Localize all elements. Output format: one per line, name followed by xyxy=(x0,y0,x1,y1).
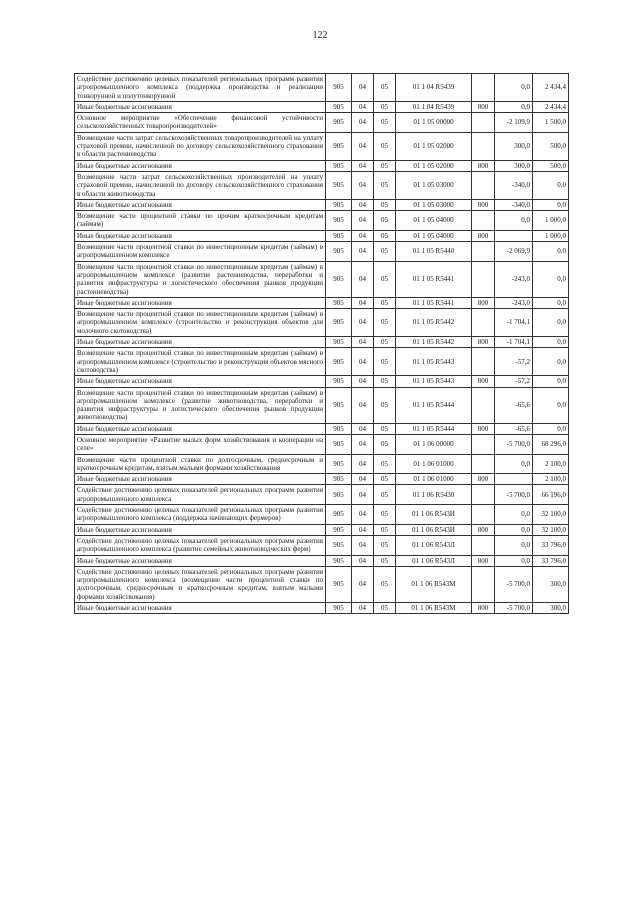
cell-amount-total: 500,0 xyxy=(533,160,569,171)
cell-section: 04 xyxy=(352,387,374,423)
cell-grbs: 905 xyxy=(326,387,352,423)
cell-section: 04 xyxy=(352,199,374,210)
cell-grbs: 905 xyxy=(326,566,352,602)
cell-section: 04 xyxy=(352,242,374,262)
cell-amount-change: -2 069,9 xyxy=(495,242,533,262)
cell-amount-change: -65,6 xyxy=(495,423,533,434)
cell-expense-type: 800 xyxy=(472,337,495,348)
cell-amount-change: -243,0 xyxy=(495,261,533,297)
cell-section: 04 xyxy=(352,171,374,199)
cell-subsection: 05 xyxy=(374,423,396,434)
cell-amount-change: -340,0 xyxy=(495,171,533,199)
cell-name: Иные бюджетные ассигнования xyxy=(75,524,326,535)
cell-target-article: 01 1 05 02000 xyxy=(396,132,472,160)
cell-expense-type xyxy=(472,74,495,102)
cell-amount-total: 1 500,0 xyxy=(533,113,569,133)
cell-section: 04 xyxy=(352,434,374,454)
table-row xyxy=(75,505,569,525)
cell-amount-change: 0,0 xyxy=(495,505,533,525)
cell-target-article: 01 1 06 R543И xyxy=(396,505,472,525)
cell-subsection: 05 xyxy=(374,454,396,474)
cell-name: Возмещение части процентной ставки по инвестиционным кредитам (займам) в агропромышленном комплексе (развитие животноводства, переработки и развития инфраструктуры и логистического обеспечения рынков продукции животноводства) xyxy=(75,387,326,423)
cell-target-article: 01 1 06 R543Л xyxy=(396,535,472,555)
cell-target-article: 01 1 06 00000 xyxy=(396,434,472,454)
cell-grbs: 905 xyxy=(326,309,352,337)
cell-name: Иные бюджетные ассигнования xyxy=(75,337,326,348)
table-row xyxy=(75,555,569,566)
cell-grbs: 905 xyxy=(326,160,352,171)
cell-target-article: 01 1 05 03000 xyxy=(396,171,472,199)
table-row xyxy=(75,524,569,535)
cell-name: Основное мероприятие «Обеспечение финансовой устойчивости сельскохозяйственных товаропроизводителей» xyxy=(75,113,326,133)
cell-target-article: 01 1 06 01000 xyxy=(396,474,472,485)
cell-grbs: 905 xyxy=(326,474,352,485)
cell-expense-type: 800 xyxy=(472,297,495,308)
cell-name: Содействие достижению целевых показателей региональных программ развития агропромышленного комплекса (развитие семейных животноводческих ферм) xyxy=(75,535,326,555)
cell-amount-change: 300,0 xyxy=(495,160,533,171)
cell-section: 04 xyxy=(352,566,374,602)
cell-name: Иные бюджетные ассигнования xyxy=(75,297,326,308)
cell-grbs: 905 xyxy=(326,555,352,566)
cell-subsection: 05 xyxy=(374,74,396,102)
table-body xyxy=(75,74,569,614)
cell-section: 04 xyxy=(352,230,374,241)
cell-amount-total: 33 796,0 xyxy=(533,555,569,566)
table-row xyxy=(75,535,569,555)
table-row xyxy=(75,423,569,434)
table-row xyxy=(75,171,569,199)
cell-amount-change: -5 700,0 xyxy=(495,485,533,505)
cell-amount-change: -340,0 xyxy=(495,199,533,210)
cell-target-article: 01 1 05 R5442 xyxy=(396,309,472,337)
cell-section: 04 xyxy=(352,348,374,376)
cell-amount-total: 1 000,0 xyxy=(533,230,569,241)
table-row xyxy=(75,309,569,337)
cell-expense-type xyxy=(472,485,495,505)
cell-subsection: 05 xyxy=(374,474,396,485)
cell-amount-total: 0,0 xyxy=(533,387,569,423)
cell-target-article: 01 1 05 R5441 xyxy=(396,297,472,308)
cell-section: 04 xyxy=(352,535,374,555)
cell-amount-change: 0,0 xyxy=(495,524,533,535)
cell-amount-change: 0,0 xyxy=(495,535,533,555)
cell-section: 04 xyxy=(352,113,374,133)
cell-section: 04 xyxy=(352,423,374,434)
cell-grbs: 905 xyxy=(326,376,352,387)
cell-section: 04 xyxy=(352,261,374,297)
cell-target-article: 01 1 05 R5443 xyxy=(396,348,472,376)
cell-amount-change: -57,2 xyxy=(495,348,533,376)
cell-section: 04 xyxy=(352,474,374,485)
cell-section: 04 xyxy=(352,297,374,308)
cell-grbs: 905 xyxy=(326,337,352,348)
cell-expense-type xyxy=(472,211,495,231)
cell-name: Возмещение части процентной ставки по инвестиционным кредитам (займам) в агропромышленном комплексе (строительство и реконструкция объектов для молочного скотоводства) xyxy=(75,309,326,337)
page-number: 122 xyxy=(312,30,328,41)
cell-grbs: 905 xyxy=(326,74,352,102)
cell-subsection: 05 xyxy=(374,101,396,112)
cell-name: Иные бюджетные ассигнования xyxy=(75,555,326,566)
cell-subsection: 05 xyxy=(374,230,396,241)
cell-section: 04 xyxy=(352,555,374,566)
table-row xyxy=(75,211,569,231)
table-row xyxy=(75,261,569,297)
cell-subsection: 05 xyxy=(374,603,396,614)
cell-amount-total: 68 296,0 xyxy=(533,434,569,454)
table-row xyxy=(75,454,569,474)
cell-grbs: 905 xyxy=(326,535,352,555)
cell-expense-type xyxy=(472,242,495,262)
cell-name: Основное мероприятие «Развитие малых форм хозяйствования и кооперации на селе» xyxy=(75,434,326,454)
cell-subsection: 05 xyxy=(374,485,396,505)
cell-amount-change: -1 704,1 xyxy=(495,309,533,337)
cell-amount-total: 0,0 xyxy=(533,423,569,434)
cell-subsection: 05 xyxy=(374,387,396,423)
cell-name: Иные бюджетные ассигнования xyxy=(75,423,326,434)
cell-name: Иные бюджетные ассигнования xyxy=(75,474,326,485)
cell-name: Иные бюджетные ассигнования xyxy=(75,199,326,210)
cell-amount-total: 0,0 xyxy=(533,309,569,337)
table-row xyxy=(75,113,569,133)
cell-section: 04 xyxy=(352,505,374,525)
cell-target-article: 01 1 05 R5443 xyxy=(396,376,472,387)
cell-grbs: 905 xyxy=(326,230,352,241)
cell-target-article: 01 1 06 R543М xyxy=(396,566,472,602)
cell-target-article: 01 1 05 00000 xyxy=(396,113,472,133)
cell-grbs: 905 xyxy=(326,211,352,231)
cell-section: 04 xyxy=(352,376,374,387)
table-row xyxy=(75,74,569,102)
cell-amount-total: 32 100,0 xyxy=(533,505,569,525)
cell-expense-type: 800 xyxy=(472,376,495,387)
cell-amount-total: 0,0 xyxy=(533,261,569,297)
cell-subsection: 05 xyxy=(374,171,396,199)
cell-amount-change: 300,0 xyxy=(495,132,533,160)
table-row xyxy=(75,132,569,160)
cell-name: Возмещение части процентной ставки по инвестиционным кредитам (займам) в агропромышленном комплексе xyxy=(75,242,326,262)
cell-name: Иные бюджетные ассигнования xyxy=(75,160,326,171)
cell-subsection: 05 xyxy=(374,376,396,387)
cell-name: Возмещение части процентной ставки по инвестиционным кредитам (займам) в агропромышленном комплексе (строительство и реконструкция объектов мясного скотоводства) xyxy=(75,348,326,376)
cell-amount-total: 66 196,0 xyxy=(533,485,569,505)
cell-expense-type xyxy=(472,505,495,525)
cell-amount-total: 0,0 xyxy=(533,376,569,387)
cell-section: 04 xyxy=(352,101,374,112)
table-row xyxy=(75,485,569,505)
cell-amount-change xyxy=(495,230,533,241)
cell-amount-total: 32 100,0 xyxy=(533,524,569,535)
table-row xyxy=(75,474,569,485)
cell-name: Содействие достижению целевых показателей региональных программ развития агропромышленного комплекса (поддержка начинающих фермеров) xyxy=(75,505,326,525)
cell-section: 04 xyxy=(352,603,374,614)
table-row xyxy=(75,297,569,308)
cell-amount-total: 1 000,0 xyxy=(533,211,569,231)
cell-grbs: 905 xyxy=(326,113,352,133)
cell-amount-total: 2 434,4 xyxy=(533,101,569,112)
cell-expense-type: 800 xyxy=(472,603,495,614)
cell-subsection: 05 xyxy=(374,434,396,454)
cell-name: Возмещение части процентной ставки по инвестиционным кредитам (займам) в агропромышленном комплексе (развитие растениеводства, переработки и развития инфраструктуры и логистического обеспечения рынков продукции растениеводства) xyxy=(75,261,326,297)
table-row xyxy=(75,160,569,171)
cell-subsection: 05 xyxy=(374,160,396,171)
cell-grbs: 905 xyxy=(326,434,352,454)
cell-amount-change: 0,0 xyxy=(495,74,533,102)
cell-amount-total: 500,0 xyxy=(533,132,569,160)
cell-name: Содействие достижению целевых показателей региональных программ развития агропромышленного комплекса (возмещение части процентной ставки по долгосрочным, среднесрочным и краткосрочным кредитам, взятым малыми формами хозяйствования) xyxy=(75,566,326,602)
cell-amount-change: -2 109,9 xyxy=(495,113,533,133)
cell-amount-change: -57,2 xyxy=(495,376,533,387)
cell-amount-total: 0,0 xyxy=(533,199,569,210)
table-row xyxy=(75,101,569,112)
cell-subsection: 05 xyxy=(374,309,396,337)
cell-target-article: 01 1 06 R543М xyxy=(396,603,472,614)
cell-target-article: 01 1 05 R5442 xyxy=(396,337,472,348)
table-row xyxy=(75,337,569,348)
cell-amount-total: 0,0 xyxy=(533,337,569,348)
cell-target-article: 01 1 05 03000 xyxy=(396,199,472,210)
budget-table xyxy=(74,73,569,614)
cell-amount-change: -1 704,1 xyxy=(495,337,533,348)
cell-expense-type xyxy=(472,132,495,160)
cell-name: Возмещение части процентной ставки по долгосрочным, среднесрочным и краткосрочным кредитам, взятым малыми формами хозяйствования xyxy=(75,454,326,474)
cell-grbs: 905 xyxy=(326,297,352,308)
cell-name: Иные бюджетные ассигнования xyxy=(75,101,326,112)
cell-subsection: 05 xyxy=(374,242,396,262)
cell-grbs: 905 xyxy=(326,505,352,525)
cell-grbs: 905 xyxy=(326,603,352,614)
table-row xyxy=(75,230,569,241)
cell-amount-change: -5 700,0 xyxy=(495,566,533,602)
cell-amount-change xyxy=(495,474,533,485)
cell-section: 04 xyxy=(352,454,374,474)
cell-name: Возмещение части процентной ставки по прочим краткосрочным кредитам (займам) xyxy=(75,211,326,231)
cell-section: 04 xyxy=(352,337,374,348)
cell-subsection: 05 xyxy=(374,535,396,555)
cell-expense-type xyxy=(472,348,495,376)
cell-amount-change: -5 700,0 xyxy=(495,434,533,454)
cell-name: Иные бюджетные ассигнования xyxy=(75,603,326,614)
cell-name: Возмещение части затрат сельскохозяйственных товаропроизводителей на уплату страховой премии, начисленной по договору сельскохозяйственного страхования в области растениеводства xyxy=(75,132,326,160)
cell-target-article: 01 1 05 04000 xyxy=(396,230,472,241)
cell-name: Возмещение части затрат сельскохозяйственных производителей на уплату страховой премии, начисленной по договору сельскохозяйственного страхования в области животноводства xyxy=(75,171,326,199)
cell-grbs: 905 xyxy=(326,199,352,210)
cell-amount-change: 0,0 xyxy=(495,101,533,112)
cell-target-article: 01 1 05 R5441 xyxy=(396,261,472,297)
cell-section: 04 xyxy=(352,160,374,171)
cell-expense-type xyxy=(472,309,495,337)
cell-amount-change: -65,6 xyxy=(495,387,533,423)
cell-grbs: 905 xyxy=(326,423,352,434)
cell-section: 04 xyxy=(352,211,374,231)
cell-amount-total: 2 434,4 xyxy=(533,74,569,102)
cell-expense-type xyxy=(472,113,495,133)
cell-target-article: 01 1 05 R5444 xyxy=(396,423,472,434)
cell-subsection: 05 xyxy=(374,524,396,535)
cell-expense-type: 800 xyxy=(472,474,495,485)
cell-grbs: 905 xyxy=(326,261,352,297)
cell-amount-total: 2 100,0 xyxy=(533,454,569,474)
cell-section: 04 xyxy=(352,74,374,102)
table-row xyxy=(75,387,569,423)
table-row xyxy=(75,603,569,614)
cell-subsection: 05 xyxy=(374,297,396,308)
cell-expense-type xyxy=(472,171,495,199)
cell-name: Иные бюджетные ассигнования xyxy=(75,230,326,241)
cell-target-article: 01 1 05 R5440 xyxy=(396,242,472,262)
cell-amount-total: 2 100,0 xyxy=(533,474,569,485)
table-row xyxy=(75,199,569,210)
cell-subsection: 05 xyxy=(374,132,396,160)
cell-amount-change: 0,0 xyxy=(495,555,533,566)
cell-grbs: 905 xyxy=(326,171,352,199)
cell-section: 04 xyxy=(352,309,374,337)
cell-expense-type xyxy=(472,434,495,454)
cell-subsection: 05 xyxy=(374,211,396,231)
cell-expense-type xyxy=(472,535,495,555)
cell-section: 04 xyxy=(352,485,374,505)
cell-grbs: 905 xyxy=(326,485,352,505)
cell-subsection: 05 xyxy=(374,505,396,525)
cell-grbs: 905 xyxy=(326,132,352,160)
cell-section: 04 xyxy=(352,132,374,160)
cell-target-article: 01 1 06 R5430 xyxy=(396,485,472,505)
cell-amount-total: 0,0 xyxy=(533,348,569,376)
cell-target-article: 01 1 05 R5444 xyxy=(396,387,472,423)
cell-target-article: 01 1 05 02000 xyxy=(396,160,472,171)
cell-expense-type: 800 xyxy=(472,423,495,434)
cell-expense-type: 800 xyxy=(472,230,495,241)
cell-expense-type: 800 xyxy=(472,524,495,535)
cell-amount-total: 300,0 xyxy=(533,603,569,614)
cell-name: Содействие достижению целевых показателей региональных программ развития агропромышленного комплекса (поддержка производства и реализации тонкорунной и полутонкорунной xyxy=(75,74,326,102)
cell-name: Иные бюджетные ассигнования xyxy=(75,376,326,387)
table-row xyxy=(75,348,569,376)
cell-grbs: 905 xyxy=(326,524,352,535)
table-row xyxy=(75,376,569,387)
cell-grbs: 905 xyxy=(326,242,352,262)
cell-amount-change: 0,0 xyxy=(495,454,533,474)
cell-amount-total: 0,0 xyxy=(533,171,569,199)
table-row xyxy=(75,434,569,454)
cell-amount-change: -243,0 xyxy=(495,297,533,308)
cell-target-article: 01 1 06 R543И xyxy=(396,524,472,535)
cell-subsection: 05 xyxy=(374,555,396,566)
cell-expense-type xyxy=(472,387,495,423)
cell-expense-type: 800 xyxy=(472,101,495,112)
cell-subsection: 05 xyxy=(374,261,396,297)
cell-target-article: 01 1 06 01000 xyxy=(396,454,472,474)
cell-grbs: 905 xyxy=(326,101,352,112)
cell-target-article: 01 1 04 R5439 xyxy=(396,74,472,102)
cell-amount-total: 0,0 xyxy=(533,242,569,262)
cell-subsection: 05 xyxy=(374,566,396,602)
cell-expense-type: 800 xyxy=(472,555,495,566)
cell-subsection: 05 xyxy=(374,199,396,210)
cell-expense-type xyxy=(472,454,495,474)
cell-target-article: 01 1 06 R543Л xyxy=(396,555,472,566)
cell-amount-total: 0,0 xyxy=(533,297,569,308)
cell-expense-type xyxy=(472,261,495,297)
cell-expense-type: 800 xyxy=(472,160,495,171)
cell-expense-type: 800 xyxy=(472,199,495,210)
cell-amount-total: 300,0 xyxy=(533,566,569,602)
cell-target-article: 01 1 05 04000 xyxy=(396,211,472,231)
cell-subsection: 05 xyxy=(374,337,396,348)
cell-target-article: 01 1 04 R5439 xyxy=(396,101,472,112)
cell-amount-change: 0,0 xyxy=(495,211,533,231)
cell-section: 04 xyxy=(352,524,374,535)
cell-amount-change: -5 700,0 xyxy=(495,603,533,614)
cell-subsection: 05 xyxy=(374,113,396,133)
cell-expense-type xyxy=(472,566,495,602)
cell-amount-total: 33 796,0 xyxy=(533,535,569,555)
cell-grbs: 905 xyxy=(326,454,352,474)
cell-grbs: 905 xyxy=(326,348,352,376)
table-row xyxy=(75,566,569,602)
cell-subsection: 05 xyxy=(374,348,396,376)
cell-name: Содействие достижению целевых показателей региональных программ развития агропромышленного комплекса xyxy=(75,485,326,505)
table-row xyxy=(75,242,569,262)
